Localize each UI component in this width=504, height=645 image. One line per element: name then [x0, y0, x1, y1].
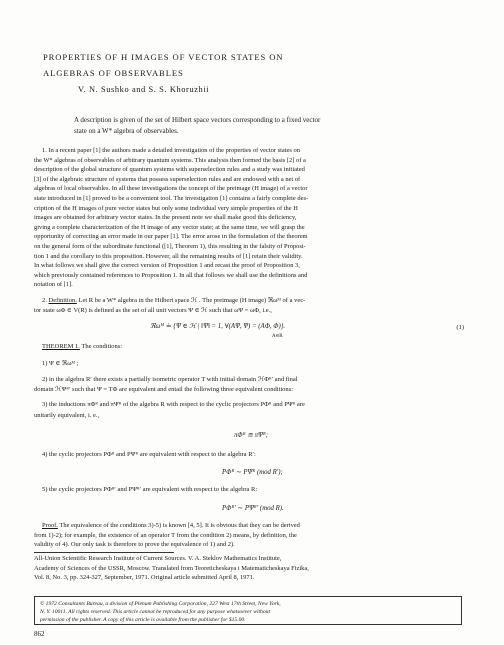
- abstract-line: A description is given of the set of Hilbert space vectors corresponding to a fixed vector: [74, 116, 321, 124]
- authors: V. N. Sushko and S. S. Khoruzhii: [78, 85, 210, 94]
- theorem-heading: [42, 343, 122, 350]
- theorem-label: THEOREM 1.: [42, 343, 80, 350]
- definition-line-2: tor state ωΦ ∈ V(R) is defined as the set of all unit vectors Ψ ∈ ℋ such that ωΨ = ωΦ, i.e.,: [34, 307, 272, 314]
- proof-line-1: [34, 521, 472, 531]
- page-number: 862: [34, 630, 45, 638]
- intro-line: which previously contained references to Proposition 1. In all that follows we shall use the definitions and: [34, 271, 308, 279]
- proof-text: The equivalence of the conditions 3)-5) is known [4, 5]. It is obvious that they can be derived: [59, 522, 300, 529]
- abstract: [74, 115, 374, 136]
- condition-4-formula: PΦᴿ ∼ PΨᴿ (mod R′);: [222, 469, 283, 476]
- intro-line: algebras of local observables. In all these investigations the concept of the preimage (H image) of a vector: [34, 185, 308, 193]
- intro-line: 1. In a recent paper [1] the authors made a detailed investigation of the properties of vector states on: [42, 147, 300, 154]
- definition-label: Definition.: [48, 297, 77, 304]
- condition-4: 4) the cyclic projectors PΦᴿ and PΨᴿ are equivalent with respect to the algebra R′:: [42, 451, 256, 458]
- intro-line: cription of the H images of pure vector states but only some individual very simple properties of the H: [34, 204, 298, 212]
- definition-text: Let R be a W* algebra in the Hilbert space ℋ . The preimage (H image) ℜωᴹ of a vec-: [78, 297, 306, 304]
- intro-line: on the general form of the subordinate functional ([1], Theorem 1), this resulting in the falsity of Proposi-: [34, 242, 306, 250]
- copyright-line: © 1972 Consultants Bureau, a division of Plenum Publishing Corporation, 227 West 17th Street, New York,: [40, 601, 281, 607]
- condition-3-line-2: unitarily equivalent, i. e.,: [34, 412, 100, 419]
- intro-paragraph: [34, 146, 472, 290]
- affiliation-line: All-Union Scientific Research Institute of Current Sources. V. A. Steklov Mathematics Institute,: [34, 555, 282, 562]
- copyright-line: N. Y. 10011. All rights reserved. This article cannot be reproduced for any purpose whatsoever without: [40, 609, 271, 616]
- intro-line: opportunity of correcting an error made in our paper [1]. The error arose in the formulation of the theorem: [34, 233, 308, 241]
- affiliation-note: [34, 554, 472, 583]
- intro-line: images are obtained for arbitrary vector states. In the present note we shall make good this deficiency,: [34, 214, 297, 222]
- abstract-line: state on a W* algebra of observables.: [74, 126, 179, 135]
- equation-1: [150, 322, 285, 330]
- condition-3-formula: πΦᴿ ≅ πΨᴿ;: [234, 432, 269, 439]
- condition-5: 5) the cyclic projectors PΦᴿ′ and PΨᴿ′ are equivalent with respect to the algebra R:: [42, 486, 258, 493]
- theorem-intro: The conditions:: [81, 343, 123, 350]
- footnote-rule: [34, 552, 174, 553]
- definition-number: 2.: [42, 297, 47, 304]
- equation-1-number: (1): [456, 324, 464, 331]
- intro-line: the W* algebras of observables of arbitrary quantum systems. This analysis then formed the basis [2] of a: [34, 156, 306, 164]
- intro-line: giving a complete characterization of the H image of any vector state; at the same time, we will grasp the: [34, 223, 305, 231]
- equation-1-subscript: A∈R: [272, 334, 283, 339]
- intro-line: notation of [1].: [34, 281, 73, 289]
- proof-line: from 1)-2); for example, the existence of an operator T from the condition 2) means, by definition, the: [34, 531, 297, 539]
- affiliation-line: Academy of Sciences of the USSR, Moscow. Translated from Teoreticheskaya i Matematicheskaya Fizika,: [34, 564, 309, 572]
- condition-5-formula: PΦᴿ′ ∼ PΨᴿ′ (mod R).: [222, 505, 284, 512]
- intro-line: tion 1 and the corollary to this proposition. However, all the remaining results of [1] retain their validity.: [34, 252, 303, 260]
- copyright-box: [34, 596, 462, 625]
- intro-line: [3] of the algebraic structure of systems that possess superselection rules and are endowed with a net of: [34, 175, 301, 183]
- title-line-1: PROPERTIES OF H IMAGES OF VECTOR STATES ON: [43, 52, 284, 62]
- copyright-line: permission of the publisher. A copy of this article is available from the publisher for $15.00.: [40, 617, 246, 624]
- proof-label: Proof.: [42, 522, 58, 529]
- equation-1-body: ℜωᴹ ≐ {Ψ ∈ ℋ | ‖Ψ‖ = 1, ∀(AΨ, Ψ) = (AΦ, Φ)}.: [150, 323, 286, 330]
- intro-line: description of the global structure of quantum systems with superselection rules and a study was initiated: [34, 166, 305, 174]
- condition-1: 1) Ψ ∈ ℜωᴹ ;: [42, 360, 79, 367]
- condition-3-line-1: 3) the inductions πΦᴿ and πΨᴿ of the algebra R with respect to the cyclic projectors PΦᴿ and PΨᴿ are: [42, 401, 305, 408]
- proof-paragraph: [34, 521, 472, 550]
- title-line-2: ALGEBRAS OF OBSERVABLES: [43, 68, 184, 78]
- intro-line: In what follows we shall give the correct version of Proposition 1 and recast the proof of Proposition 3,: [34, 262, 300, 270]
- definition-line-1: [42, 296, 305, 304]
- condition-2-line-1: 2) in the algebra R′ there exists a partially isometric operator T with initial domain ℋΦᴿ′ and final: [42, 376, 298, 383]
- affiliation-line: Vol. 8, No. 3, pp. 324-327, September, 1971. Original article submitted April 8, 1971.: [34, 574, 255, 582]
- proof-line: validity of 4). Our only task is therefore to prove the equivalence of 1) and 2).: [34, 541, 235, 549]
- intro-line: state introduced in [1] proved to be a convenient tool. The investigation [1] contains a fairly complete des-: [34, 194, 309, 202]
- condition-2-line-2: domain ℋΨᴿ′ such that Ψ = TΦ are equivalent and entail the following three equivalent conditions:: [34, 386, 294, 393]
